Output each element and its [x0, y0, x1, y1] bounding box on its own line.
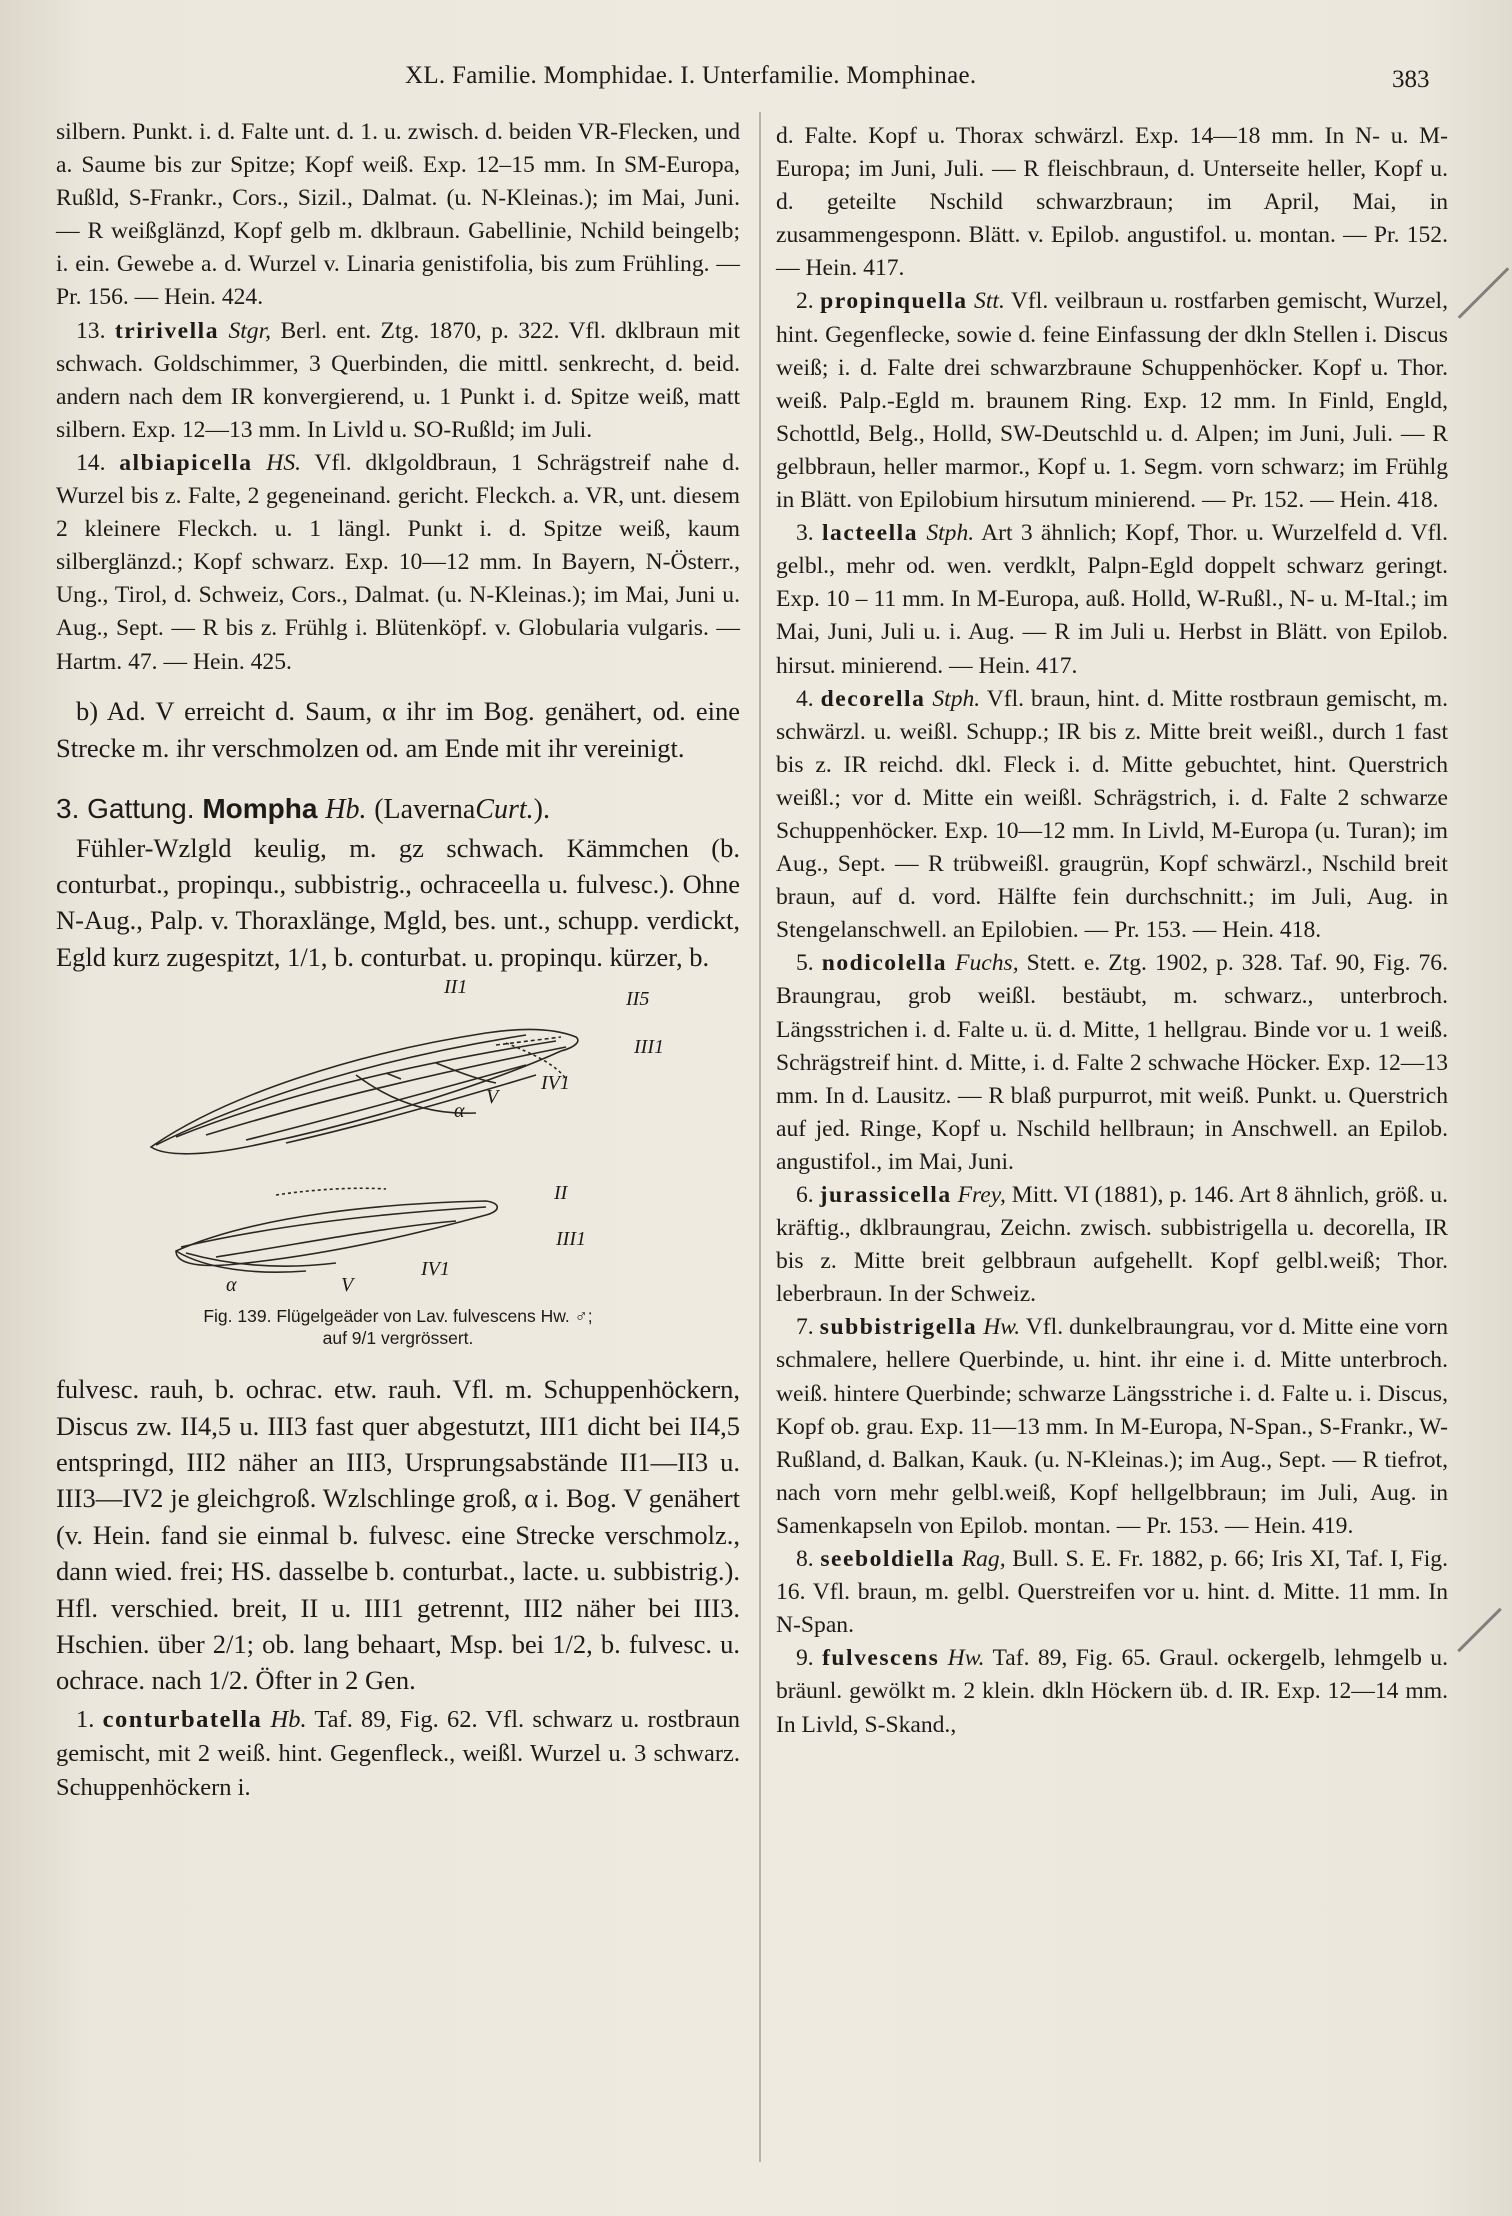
species-author: Hw.	[947, 1645, 985, 1672]
species-name: jurassicella	[819, 1182, 952, 1208]
species-author: Frey,	[957, 1182, 1006, 1208]
vein-label: III1	[556, 1228, 586, 1251]
vein-label: II1	[444, 976, 468, 999]
vein-label: α	[454, 1100, 465, 1123]
species-name: propinquella	[820, 288, 968, 315]
species-author: Stph.	[932, 685, 981, 712]
species-entry-14: 14. albiapicella HS. Vfl. dklgoldbraun, 1 Schrägstreif nahe d. Wurzel bis z. Falte, 2 gegeneinand. gericht. Fleckch. a. VR, unt. diesem 2 kleinere Fleckch. u. 1 längl. Punkt i. d. Spitze weiß, kaum silberglänzd.; Kopf schwarz. Exp. 10—12 mm. In Bayern, N-Österr., Ung., Tirol, d. Schweiz, Cors., Dalmat. (u. N-Kleinas.); im Mai, Juni u. Aug., Sept. — R bis z. Frühlg i. Blütenköpf. v. Globularia vulgaris. — Hartm. 47. — Hein. 425.	[56, 449, 740, 675]
species-author: HS.	[266, 449, 302, 476]
vein-label: II5	[626, 988, 650, 1011]
species-author: Stph.	[926, 520, 975, 547]
species-name: seeboldiella	[820, 1546, 956, 1573]
species-entry-13: 13. tririvella Stgr, Berl. ent. Ztg. 1870, p. 322. Vfl. dklbraun mit schwach. Goldschimmer, 3 Querbinden, die mittl. senkrecht, d. beid. andern nach dem IR konvergierend, u. 1 Punkt i. d. Spitze weiß, matt silbern. Exp. 12—13 mm. In Livld u. SO-Rußld; im Juli.	[56, 317, 741, 443]
species-name: albiapicella	[119, 449, 253, 476]
genus-description: Fühler-Wzlgld keulig, m. gz schwach. Kämmchen (b. conturbat., propinqu., subbistrig., ochraceella u. fulvesc.). Ohne N-Aug., Palp. v. Thoraxlänge, Mgld, bes. unt., schupp. verdickt, Egld kurz zugespitzt, 1/1, b. conturbat. u. propinqu. kürzer, b.	[56, 832, 740, 972]
species-name: conturbatella	[102, 1705, 263, 1733]
pencil-mark	[1457, 1608, 1502, 1653]
column-divider	[759, 112, 761, 2162]
species-author: Hw.	[983, 1314, 1021, 1341]
vein-label: III1	[634, 1036, 664, 1059]
vein-label: V	[486, 1086, 499, 1109]
species-entry-5: 5. nodicolella Fuchs, Stett. e. Ztg. 1902, p. 328. Taf. 90, Fig. 76. Braungrau, grob weißl. bestäubt, m. schwarz., unterbroch. Längsstrichen i. d. Falte u. ü. d. Mitte, 1 hellgrau. Binde vor u. 1 weiß. Schrägstreif hint. d. Mitte, i. d. Falte 2 schwache Höcker. Exp. 12—13 mm. In d. Lausitz. — R blaß purpurrot, mit weiß. Punkt. u. Querstrich auf jed. Ringe, Kopf u. Nschild hellbraun; in Anschwell. an Epilob. angustifol., im Mai, Juni.	[776, 950, 1449, 1175]
species-author: Fuchs,	[955, 950, 1019, 977]
page-number: 383	[1392, 66, 1430, 93]
species-entry-1: 1. conturbatella Hb. Taf. 89, Fig. 62. Vfl. schwarz u. rostbraun gemischt, mit 2 weiß. hint. Gegenfleck., weißl. Wurzel u. 3 schwarz. Schuppenhöckern i.	[56, 1705, 741, 1801]
species-name: decorella	[820, 685, 926, 712]
species-author: Stgr,	[228, 317, 272, 344]
species-entry-8: 8. seeboldiella Rag, Bull. S. E. Fr. 1882, p. 66; Iris XI, Taf. I, Fig. 16. Vfl. braun, m. gelbl. Querstreifen vor u. hint. d. Mitte. 11 mm. In N-Span.	[776, 1546, 1448, 1639]
vein-label: IV1	[541, 1072, 570, 1095]
continued-paragraph: d. Falte. Kopf u. Thorax schwärzl. Exp. 14—18 mm. In N- u. M-Europa; im Juni, Juli. — R fleischbraun, d. Unterseite heller, Kopf u. d. geteilte Nschild schwarzbraun; im April, Mai, in zusammengesponn. Blätt. v. Epilob. angustifol. u. montan. — Pr. 152. — Hein. 417.	[776, 123, 1448, 282]
species-name: nodicolella	[821, 950, 948, 977]
genus-description-continued: fulvesc. rauh, b. ochrac. etw. rauh. Vfl. m. Schuppenhöckern, Discus zw. II4,5 u. III3 fast quer abgestutzt, III1 dicht bei II4,5 entspringd, III2 näher an III3, Ursprungsabstände II1—II3 u. III3—IV2 je gleichgroß. Wzlschlinge groß, α i. Bog. V genähert (v. Hein. fand sie einmal b. fulvesc. eine Strecke verschmolz., dann wied. frei; HS. dasselbe b. conturbat., lacte. u. subbistrig.). Hfl. verschied. breit, II u. III1 getrennt, III2 näher bei III3. Hschien. über 2/1; ob. lang behaart, Msp. bei 1/2, b. fulvesc. u. ochrace. nach 1/2. Öfter in 2 Gen.	[56, 1374, 740, 1696]
species-entry-6: 6. jurassicella Frey, Mitt. VI (1881), p. 146. Art 8 ähnlich, größ. u. kräftig., dklbraungrau, Zeichn. zwisch. subbistrigella u. decorella, IR bis z. Mitte breit gelbbraun aufgehellt. Kopf gelbl.weiß; Thor. leberbraun. In der Schweiz.	[776, 1182, 1448, 1308]
species-name: fulvescens	[822, 1645, 940, 1672]
species-entry-3: 3. lacteella Stph. Art 3 ähnlich; Kopf, Thor. u. Wurzelfeld d. Vfl. gelbl., mehr od. wen. verdklt, Palpn-Egld doppelt schwarz geringt. Exp. 10 – 11 mm. In M-Europa, auß. Holld, W-Rußl., N- u. M-Ital.; im Mai, Juni, Juli u. i. Aug. — R im Juli u. Herbst in Blätt. von Epilob. hirsut. minierend. — Hein. 417.	[776, 520, 1448, 679]
left-column	[56, 116, 740, 1805]
genus-heading: 3. Gattung. Mompha Hb. (LavernaCurt.).	[56, 792, 550, 825]
species-name: tririvella	[114, 317, 220, 344]
page-header	[0, 62, 1512, 102]
genus-name: Mompha	[202, 792, 318, 824]
section-b: b) Ad. V erreicht d. Saum, α ihr im Bog. genähert, od. eine Strecke m. ihr verschmolzen od. am Ende mit ihr vereinigt.	[56, 695, 740, 763]
species-entry-2: 2. propinquella Stt. Vfl. veilbraun u. rostfarben gemischt, Wurzel, hint. Gegenflecke, sowie d. feine Einfassung der dkln Stellen i. Discus weiß; i. d. Falte drei schwarzbraune Schuppenhöcker. Kopf u. Thor. weiß. Palp.-Egld m. braunem Ring. Exp. 12 mm. In Finld, Engld, Schottld, Belg., Holld, SW-Deutschld u. d. Alpen; im Juni, Juli. — R gelbbraun, heller marmor., Kopf u. 1. Segm. vorn schwarz; im Frühlg in Blätt. von Epilobium hirsutum minierend. — Pr. 152. — Hein. 418.	[776, 288, 1449, 514]
figure-caption: Fig. 139. Flügelgeäder von Lav. fulvescens Hw. ♂; auf 9/1 vergrössert.	[203, 1306, 593, 1349]
species-author: Rag,	[961, 1546, 1006, 1573]
right-column	[776, 120, 1448, 1742]
species-name: subbistrigella	[819, 1314, 978, 1341]
continued-paragraph: silbern. Punkt. i. d. Falte unt. d. 1. u. zwisch. d. beiden VR-Flecken, und a. Saume bis zur Spitze; Kopf weiß. Exp. 12–15 mm. In SM-Europa, Rußld, S-Frankr., Cors., Sizil., Dalmat. (u. N-Kleinas.); im Mai, Juni. — R weißglänzd, Kopf gelb m. dklbraun. Gabellinie, Nchild beingelb; i. ein. Gewebe a. d. Wurzel v. Linaria genistifolia, bis zum Frühling. — Pr. 156. — Hein. 424.	[56, 119, 740, 311]
species-author: Hb.	[270, 1705, 307, 1733]
wing-venation-drawing	[56, 975, 740, 1359]
wing-venation-figure	[56, 975, 740, 1359]
species-author: Stt.	[974, 288, 1005, 315]
species-entry-9: 9. fulvescens Hw. Taf. 89, Fig. 65. Graul. ockergelb, lehmgelb u. bräunl. gewölkt m. 2 klein. dkln Höckern üb. d. IR. Exp. 12—14 mm. In Livld, S-Skand.,	[776, 1645, 1448, 1738]
vein-label: II	[554, 1182, 568, 1205]
vein-label: IV1	[421, 1258, 450, 1281]
vein-label: α	[226, 1274, 237, 1297]
running-title: XL. Familie. Momphidae. I. Unterfamilie. Momphinae.	[405, 62, 977, 89]
vein-label: V	[341, 1274, 354, 1297]
pencil-mark	[1458, 267, 1510, 319]
species-entry-7: 7. subbistrigella Hw. Vfl. dunkelbraungrau, vor d. Mitte eine vorn schmalere, hellere Querbinde, u. hint. ihr eine i. d. Mitte unterbroch. weiß. hintere Querbinde; schwarze Längsstriche i. d. Falte u. i. Discus, Kopf ob. grau. Exp. 11—13 mm. In M-Europa, N-Span., S-Frankr., W-Rußland, d. Balkan, Kauk. (u. N-Kleinas.); im Aug., Sept. — R tiefrot, nach vorn mehr gelbl.weiß, Kopf hellgelbbraun; im Juli, Aug. in Samenkapseln von Epilob. montan. — Pr. 153. — Hein. 419.	[776, 1314, 1448, 1539]
species-entry-4: 4. decorella Stph. Vfl. braun, hint. d. Mitte rostbraun gemischt, m. schwärzl. u. weißl. Schupp.; IR bis z. Mitte breit weißl., durch 1 fast bis z. IR reichd. dkl. Fleck i. d. Mitte gebuchtet, hint. Querstrich weißl.; vor d. Mitte ein weißl. Schrägstrich, i. d. Falte 2 schwarze Schuppenhöcker. Exp. 10—12 mm. In Livld, M-Europa (u. Turan); im Aug., Sept. — R trübweißl. graugrün, Kopf schwärzl., Nschild breit braun, auf d. vord. Hälfte fein durchschnitt.; im Juli, Aug. in Stengelanschwell. an Epilobien. — Pr. 153. — Hein. 418.	[776, 685, 1448, 944]
species-name: lacteella	[821, 520, 919, 547]
